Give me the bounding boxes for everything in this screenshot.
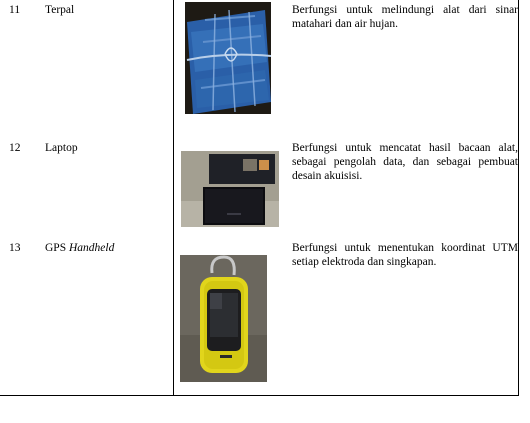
equipment-name: Laptop	[45, 142, 78, 154]
equipment-name: Terpal	[45, 4, 75, 16]
row-number: 11	[9, 4, 21, 16]
table-divider	[173, 0, 174, 395]
equipment-description: Berfungsi untuk melindungi alat dari sinar matahari dan air hujan.	[292, 4, 518, 30]
row-number: 12	[9, 142, 21, 154]
equipment-name-part: GPS	[45, 242, 69, 254]
table-divider	[0, 395, 519, 396]
row-number: 13	[9, 242, 21, 254]
table-divider	[518, 0, 519, 395]
equipment-description: Berfungsi untuk menentukan koordinat UTM setiap elektroda dan singkapan.	[292, 242, 518, 268]
equipment-description: Berfungsi untuk mencatat hasil bacaan alat, sebagai pengolah data, dan sebagai pembuat desain akuisisi.	[292, 142, 518, 182]
equipment-name-italic: Handheld	[68, 242, 115, 254]
equipment-name	[45, 241, 114, 255]
blue-tarp-photo	[185, 2, 271, 114]
laptop-photo	[181, 151, 279, 227]
gps-handheld-photo	[180, 255, 267, 382]
